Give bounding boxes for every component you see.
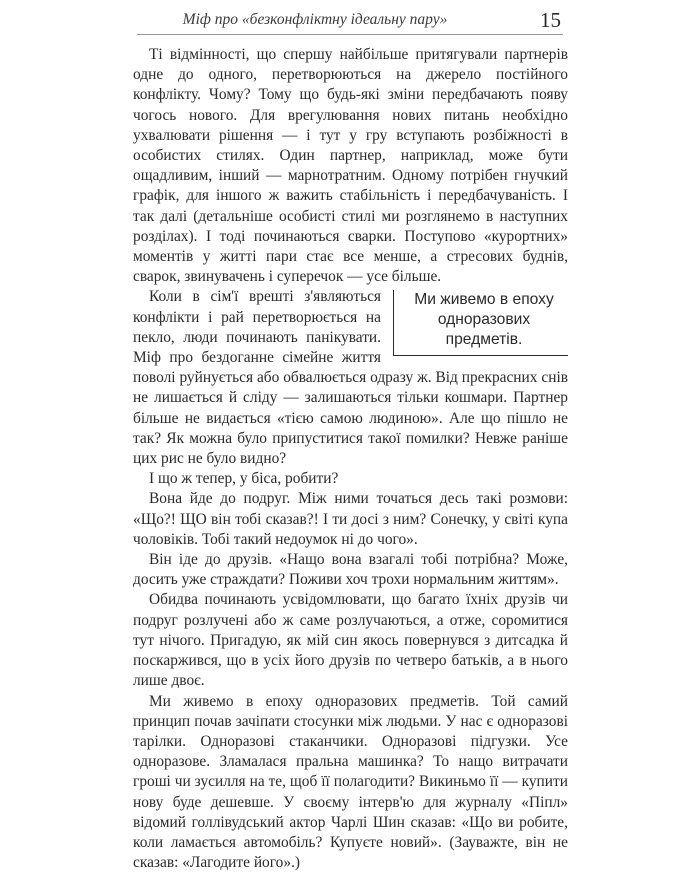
running-header	[137, 8, 563, 35]
paragraph: Обидва починають усвідомлювати, що багато їхніх друзів чи подруг розлучені або ж саме розлучаються, а отже, соромитися тут нічого. Пригадую, як мій син якось повернувся з дитсадка й поскаржився, що в усіх його друзів по четверо батьків, а в нього лише двоє.	[133, 590, 568, 691]
paragraph: Він іде до друзів. «Нащо вона взагалі тобі потрібна? Може, досить уже страждати? Поживи хоч трохи нормальним життям».	[133, 550, 568, 590]
paragraph: Ми живемо в епоху одноразових предметів. Той самий принцип почав зачіпати стосунки між людьми. У нас є одноразові тарілки. Одноразові стаканчики. Одноразові підгузки. Усе одноразове. Зламалася пральна машинка? То нащо витрачати гроші чи зусилля на те, щоб її полагодити? Викиньмо її — купити нову буде дешевше. У своєму інтерв'ю для журналу «Піпл» відомий голлівудський актор Чарлі Шин сказав: «Що ви робите, коли ламається автомобіль? Купуєте новий». (Зауважте, він не сказав: «Лагодите його».)	[133, 692, 568, 873]
chapter-title: Міф про «безконфліктну ідеальну пару»	[137, 11, 493, 29]
body-text	[133, 45, 568, 873]
paragraph: Ті відмінності, що спершу найбільше притягували партнерів одне до одного, перетворюються на джерело постійного конфлікту. Чому? Тому що будь-які зміни передбачають появу чогось нового. Для врегулювання нових питань необхідно ухвалювати рішення — і тут у гру вступають розбіжності в особистих стилях. Один партнер, наприклад, може бути ощадливим, інший — марнотратним. Одному потрібен гнучкий графік, для іншого ж важить стабільність і передбачуваність. І так далі (детальніше особисті стилі ми розглянемо в наступних розділах). І тоді починаються сварки. Поступово «курортних» моментів у житті пари стає все менше, а стресових буднів, сварок, звинувачень і суперечок — усе більше.	[133, 45, 568, 287]
paragraph: Вона йде до подруг. Між ними точаться десь такі розмови: «Що?! ЩО він тобі сказав?! І ти досі з ним? Сонечку, у світі купа чоловіків. Тобі такий недоумок ні до чого».	[133, 489, 568, 550]
pull-quote: Ми живемо в епоху одноразових предметів.	[393, 290, 568, 356]
page-number: 15	[540, 8, 561, 33]
paragraph: Коли в сім'ї врешті з'являються конфлікти і рай перетворюється на пекло, люди починають панікувати. Міф про бездоганне сімейне життя поволі руйнується або обвалюється одразу ж. Від прекрасних снів не лишається й сліду — залишаються тільки кошмари. Партнер більше не видається «тією самою людиною». Але що пішло не так? Як можна було припуститися такої помилки? Невже раніше цих рис не було видно?	[133, 287, 568, 469]
paragraph: І що ж тепер, у біса, робити?	[133, 469, 568, 489]
